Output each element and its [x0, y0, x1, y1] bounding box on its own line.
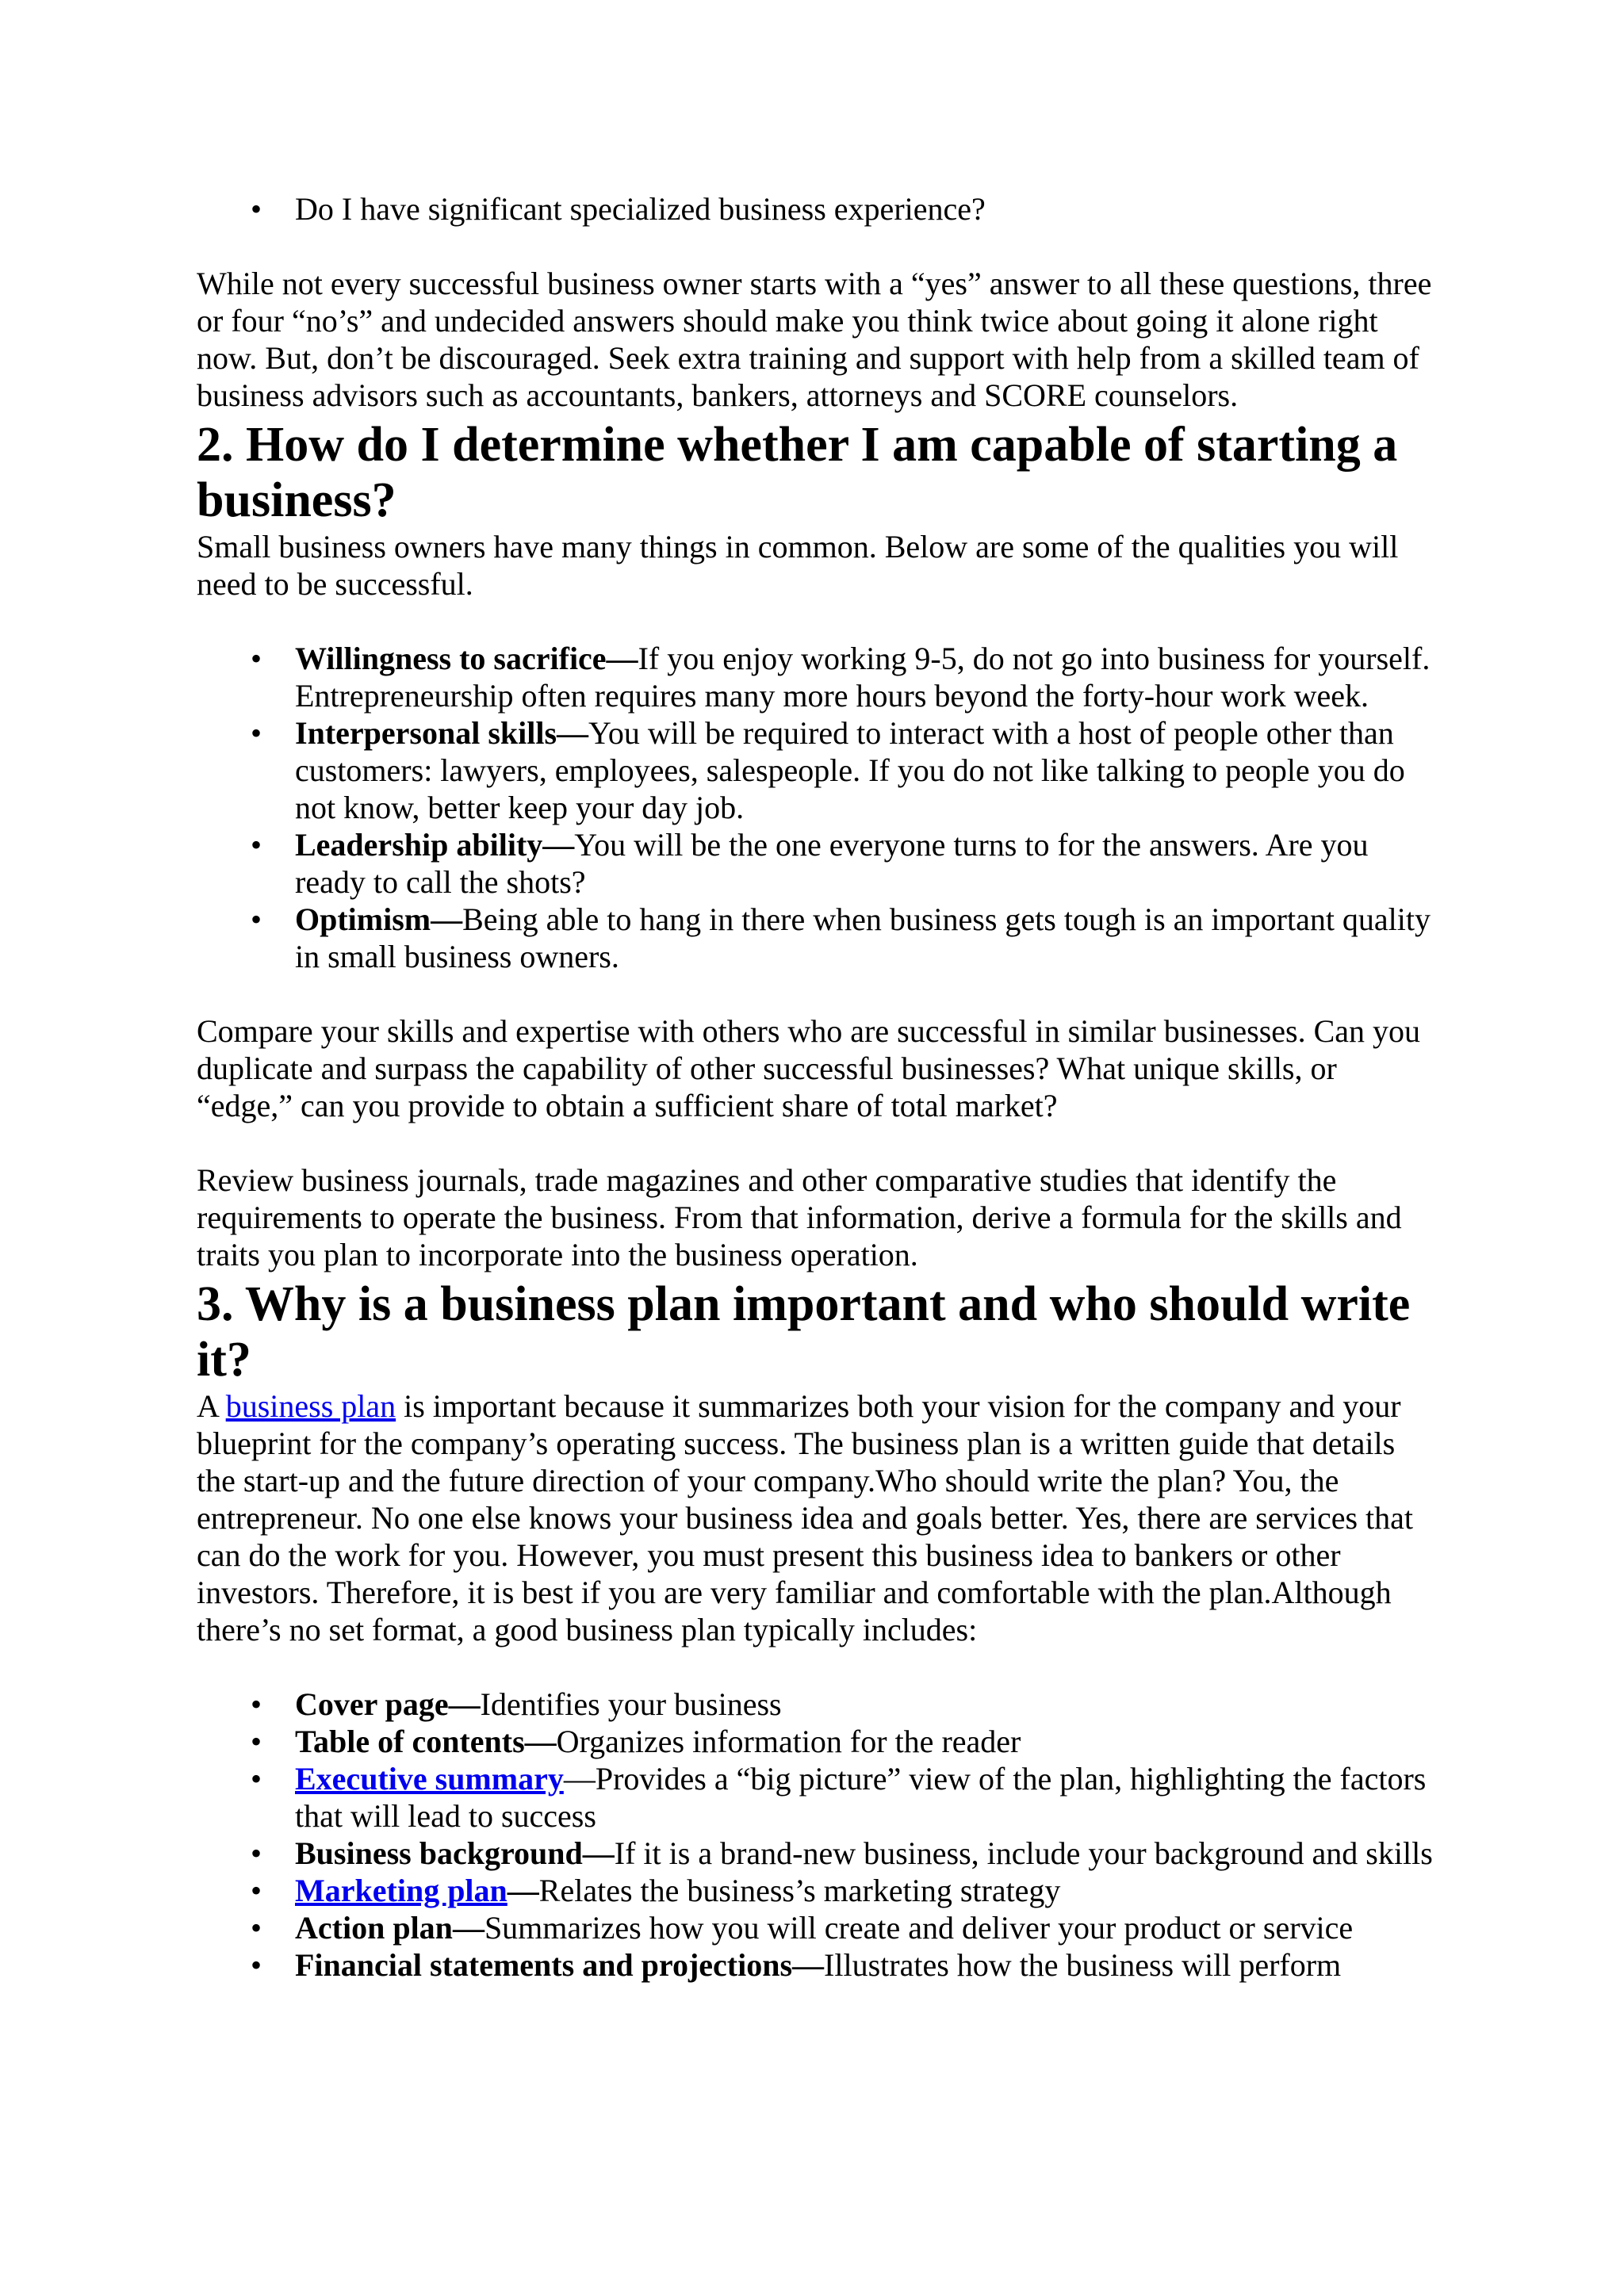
bullet-icon: •	[251, 827, 262, 863]
plan-item-text: Provides a “big picture” view of the plan, highlighting the factors that will lead to success	[295, 1761, 1427, 1834]
intro-bullet-list	[197, 190, 1434, 228]
bullet-icon: •	[251, 1873, 262, 1908]
plan-item-term: Cover page	[295, 1686, 449, 1722]
plan-item-term: Business background	[295, 1835, 583, 1871]
list-item	[197, 1723, 1434, 1760]
section-2-heading: 2. How do I determine whether I am capable of starting a business?	[197, 418, 1398, 527]
plan-item-dash: —	[563, 1761, 596, 1797]
bullet-icon: •	[251, 715, 262, 751]
section-2-paragraph-1: Compare your skills and expertise with others who are successful in similar businesses. Can you duplicate and surpass the capability of other successful businesses? What unique skills, or “edge,” can you provide to obtain a sufficient share of total market?	[197, 1013, 1421, 1123]
list-item	[197, 1909, 1434, 1946]
bullet-icon: •	[251, 1835, 262, 1871]
bullet-icon: •	[251, 641, 262, 676]
plan-contents-list	[197, 1686, 1434, 1984]
quality-term: Willingness to sacrifice—	[295, 641, 638, 676]
executive-summary-link[interactable]: Executive summary	[295, 1761, 564, 1797]
list-item	[197, 190, 1434, 228]
bullet-icon: •	[251, 1947, 262, 1983]
lead-suffix: is important because it summarizes both your vision for the company and your blueprint for the company’s operating success. The business plan is a written guide that details the start-up and the future direction of your company.Who should write the plan? You, the entrepreneur. No one else knows your business idea and goals better. Yes, there are services that can do the work for you. However, you must present this business idea to bankers or other investors. Therefore, it is best if you are very familiar and comfortable with the plan.Although there’s no set format, a good business plan typically includes:	[197, 1388, 1414, 1647]
qualities-list	[197, 640, 1434, 975]
plan-item-term: Financial statements and projections	[295, 1947, 793, 1983]
plan-item-dash: —	[792, 1947, 825, 1983]
plan-item-dash: —	[524, 1724, 557, 1759]
list-item-text: Do I have significant specialized business experience?	[295, 191, 986, 227]
list-item	[197, 901, 1434, 975]
bullet-icon: •	[251, 1686, 262, 1722]
quality-text: If you enjoy working 9-5, do not go into business for yourself. Entrepreneurship often requires many more hours beyond the forty-hour work week.	[295, 641, 1431, 714]
business-plan-link[interactable]: business plan	[225, 1388, 396, 1424]
bullet-icon: •	[251, 191, 262, 227]
plan-item-text: Organizes information for the reader	[556, 1724, 1021, 1759]
quality-term: Optimism—	[295, 901, 463, 937]
bullet-icon: •	[251, 901, 262, 937]
plan-item-text: If it is a brand-new business, include your background and skills	[614, 1835, 1433, 1871]
plan-item-dash: —	[507, 1873, 539, 1908]
list-item	[197, 1946, 1434, 1984]
plan-item-dash: —	[452, 1910, 485, 1946]
section-2-paragraph-2: Review business journals, trade magazines and other comparative studies that identify the requirements to operate the business. From that information, derive a formula for the skills and traits you plan to incorporate into the business operation.	[197, 1162, 1402, 1272]
list-item	[197, 1686, 1434, 1723]
lead-prefix: A	[197, 1388, 226, 1424]
bullet-icon: •	[251, 1724, 262, 1759]
quality-text: You will be the one everyone turns to for the answers. Are you ready to call the shots?	[295, 827, 1369, 900]
plan-item-text: Summarizes how you will create and deliver your product or service	[484, 1910, 1354, 1946]
quality-term: Leadership ability—	[295, 827, 575, 863]
plan-item-dash: —	[448, 1686, 481, 1722]
plan-item-text: Illustrates how the business will perform	[824, 1947, 1342, 1983]
bullet-icon: •	[251, 1761, 262, 1797]
list-item	[197, 714, 1434, 826]
quality-text: You will be required to interact with a host of people other than customers: lawyers, employees, salespeople. If you do not like talking to people you do not know, better keep your day job.	[295, 715, 1405, 825]
quality-term: Interpersonal skills—	[295, 715, 589, 751]
list-item	[197, 1872, 1434, 1909]
document-page	[197, 190, 1434, 1984]
section-2-lead: Small business owners have many things in common. Below are some of the qualities you will need to be successful.	[197, 529, 1399, 602]
list-item	[197, 826, 1434, 901]
list-item	[197, 640, 1434, 714]
plan-item-text: Identifies your business	[480, 1686, 782, 1722]
plan-item-dash: —	[582, 1835, 615, 1871]
section-3-heading: 3. Why is a business plan important and who should write it?	[197, 1277, 1411, 1387]
plan-item-term: Table of contents	[295, 1724, 525, 1759]
plan-item-text: Relates the business’s marketing strategy	[538, 1873, 1061, 1908]
intro-paragraph: While not every successful business owner starts with a “yes” answer to all these questions, three or four “no’s” and undecided answers should make you think twice about going it alone right now. But, don’t be discouraged. Seek extra training and support with help from a skilled team of business advisors such as accountants, bankers, attorneys and SCORE counselors.	[197, 266, 1432, 413]
list-item	[197, 1760, 1434, 1835]
section-3-lead	[197, 1387, 1434, 1648]
quality-text: Being able to hang in there when business gets tough is an important quality in small business owners.	[295, 901, 1431, 974]
list-item	[197, 1835, 1434, 1872]
bullet-icon: •	[251, 1910, 262, 1946]
marketing-plan-link[interactable]: Marketing plan	[295, 1873, 508, 1908]
plan-item-term: Action plan	[295, 1910, 453, 1946]
